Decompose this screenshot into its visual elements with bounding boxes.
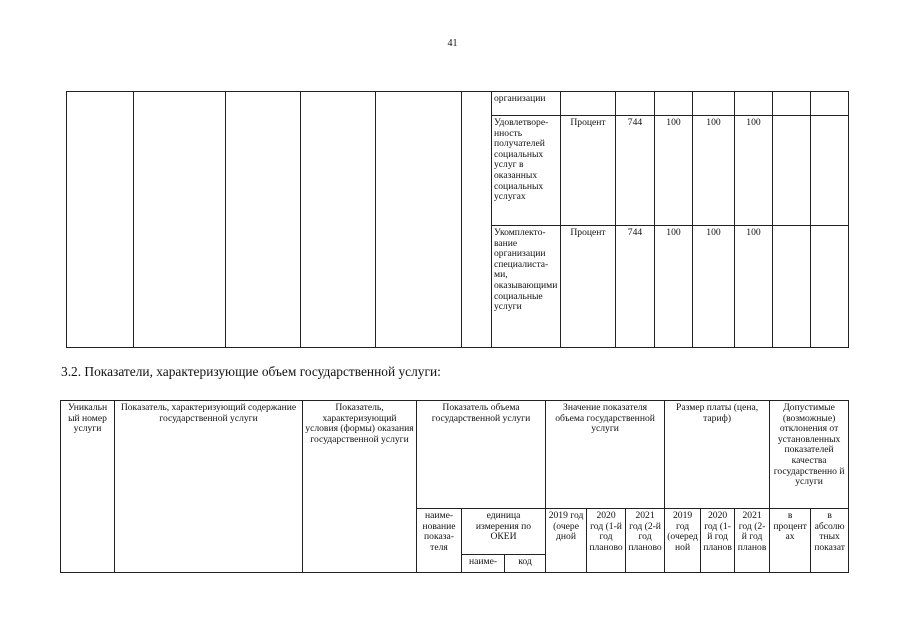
header-unit-okei: единица измерения по ОКЕИ bbox=[462, 509, 546, 555]
blank-cell bbox=[134, 92, 226, 348]
unit-name: Процент bbox=[561, 116, 616, 226]
header-year: 2020 год (1- й год планов bbox=[701, 509, 735, 573]
blank-cell bbox=[67, 92, 134, 348]
header-deviation-percent: в процент ах bbox=[770, 509, 811, 573]
section-heading: 3.2. Показатели, характеризующие объем государственной услуги: bbox=[61, 364, 441, 379]
indicator-name: Укомплектование организации специалистами, оказывающими социальные услуги bbox=[492, 226, 561, 348]
header-fee-size: Размер платы (цена, тариф) bbox=[665, 401, 770, 509]
header-content-indicator: Показатель, характеризующий содержание государственной услуги bbox=[115, 401, 303, 573]
value-cell: 100 bbox=[693, 116, 735, 226]
header-indicator-name: наиме- нование показа- теля bbox=[417, 509, 462, 573]
value-cell bbox=[773, 92, 811, 116]
value-cell: 100 bbox=[655, 226, 693, 348]
unit-code: 744 bbox=[616, 226, 655, 348]
indicator-name: организации bbox=[492, 92, 561, 116]
blank-cell bbox=[301, 92, 376, 348]
header-year: 2019 год (очеред ной bbox=[665, 509, 701, 573]
header-row bbox=[61, 401, 849, 509]
value-cell bbox=[693, 92, 735, 116]
unit-code: 744 bbox=[616, 116, 655, 226]
header-deviation-absolute: в абсолю тных показат bbox=[811, 509, 849, 573]
indicator-name: Удовлетворенность получателей социальных услуг в оказанных социальных услугах bbox=[492, 116, 561, 226]
value-cell: 100 bbox=[655, 116, 693, 226]
header-volume-indicator: Показатель объема государственной услуги bbox=[417, 401, 546, 509]
value-cell: 100 bbox=[735, 226, 773, 348]
value-cell bbox=[811, 92, 849, 116]
value-cell: 100 bbox=[693, 226, 735, 348]
unit-code bbox=[616, 92, 655, 116]
header-unique-number: Уникальн ый номер услуги bbox=[61, 401, 115, 573]
header-year: 2020 год (1-й год планово bbox=[587, 509, 626, 573]
header-allowed-deviation: Допустимые (возможные) отклонения от установленных показателей качества государственно й услуги bbox=[770, 401, 849, 509]
header-year: 2021 год (2- й год планов bbox=[735, 509, 770, 573]
page-number: 41 bbox=[447, 38, 458, 49]
table-row bbox=[67, 92, 849, 116]
quality-indicators-table bbox=[66, 91, 849, 348]
value-cell bbox=[655, 92, 693, 116]
header-indicator-value: Значение показателя объема государственной услуги bbox=[546, 401, 665, 509]
header-unit-name: наиме- bbox=[462, 555, 505, 573]
unit-name: Процент bbox=[561, 226, 616, 348]
header-unit-code: код bbox=[505, 555, 546, 573]
value-cell bbox=[773, 226, 811, 348]
header-conditions-indicator: Показатель, характеризующий условия (формы) оказания государственной услуги bbox=[303, 401, 417, 573]
blank-cell bbox=[462, 92, 492, 348]
value-cell bbox=[773, 116, 811, 226]
value-cell bbox=[811, 116, 849, 226]
unit-name bbox=[561, 92, 616, 116]
header-year: 2019 год (очере дной bbox=[546, 509, 587, 573]
value-cell: 100 bbox=[735, 116, 773, 226]
value-cell bbox=[735, 92, 773, 116]
volume-indicators-table bbox=[60, 400, 849, 573]
value-cell bbox=[811, 226, 849, 348]
header-year: 2021 год (2-й год планово bbox=[626, 509, 665, 573]
blank-cell bbox=[376, 92, 462, 348]
blank-cell bbox=[226, 92, 301, 348]
